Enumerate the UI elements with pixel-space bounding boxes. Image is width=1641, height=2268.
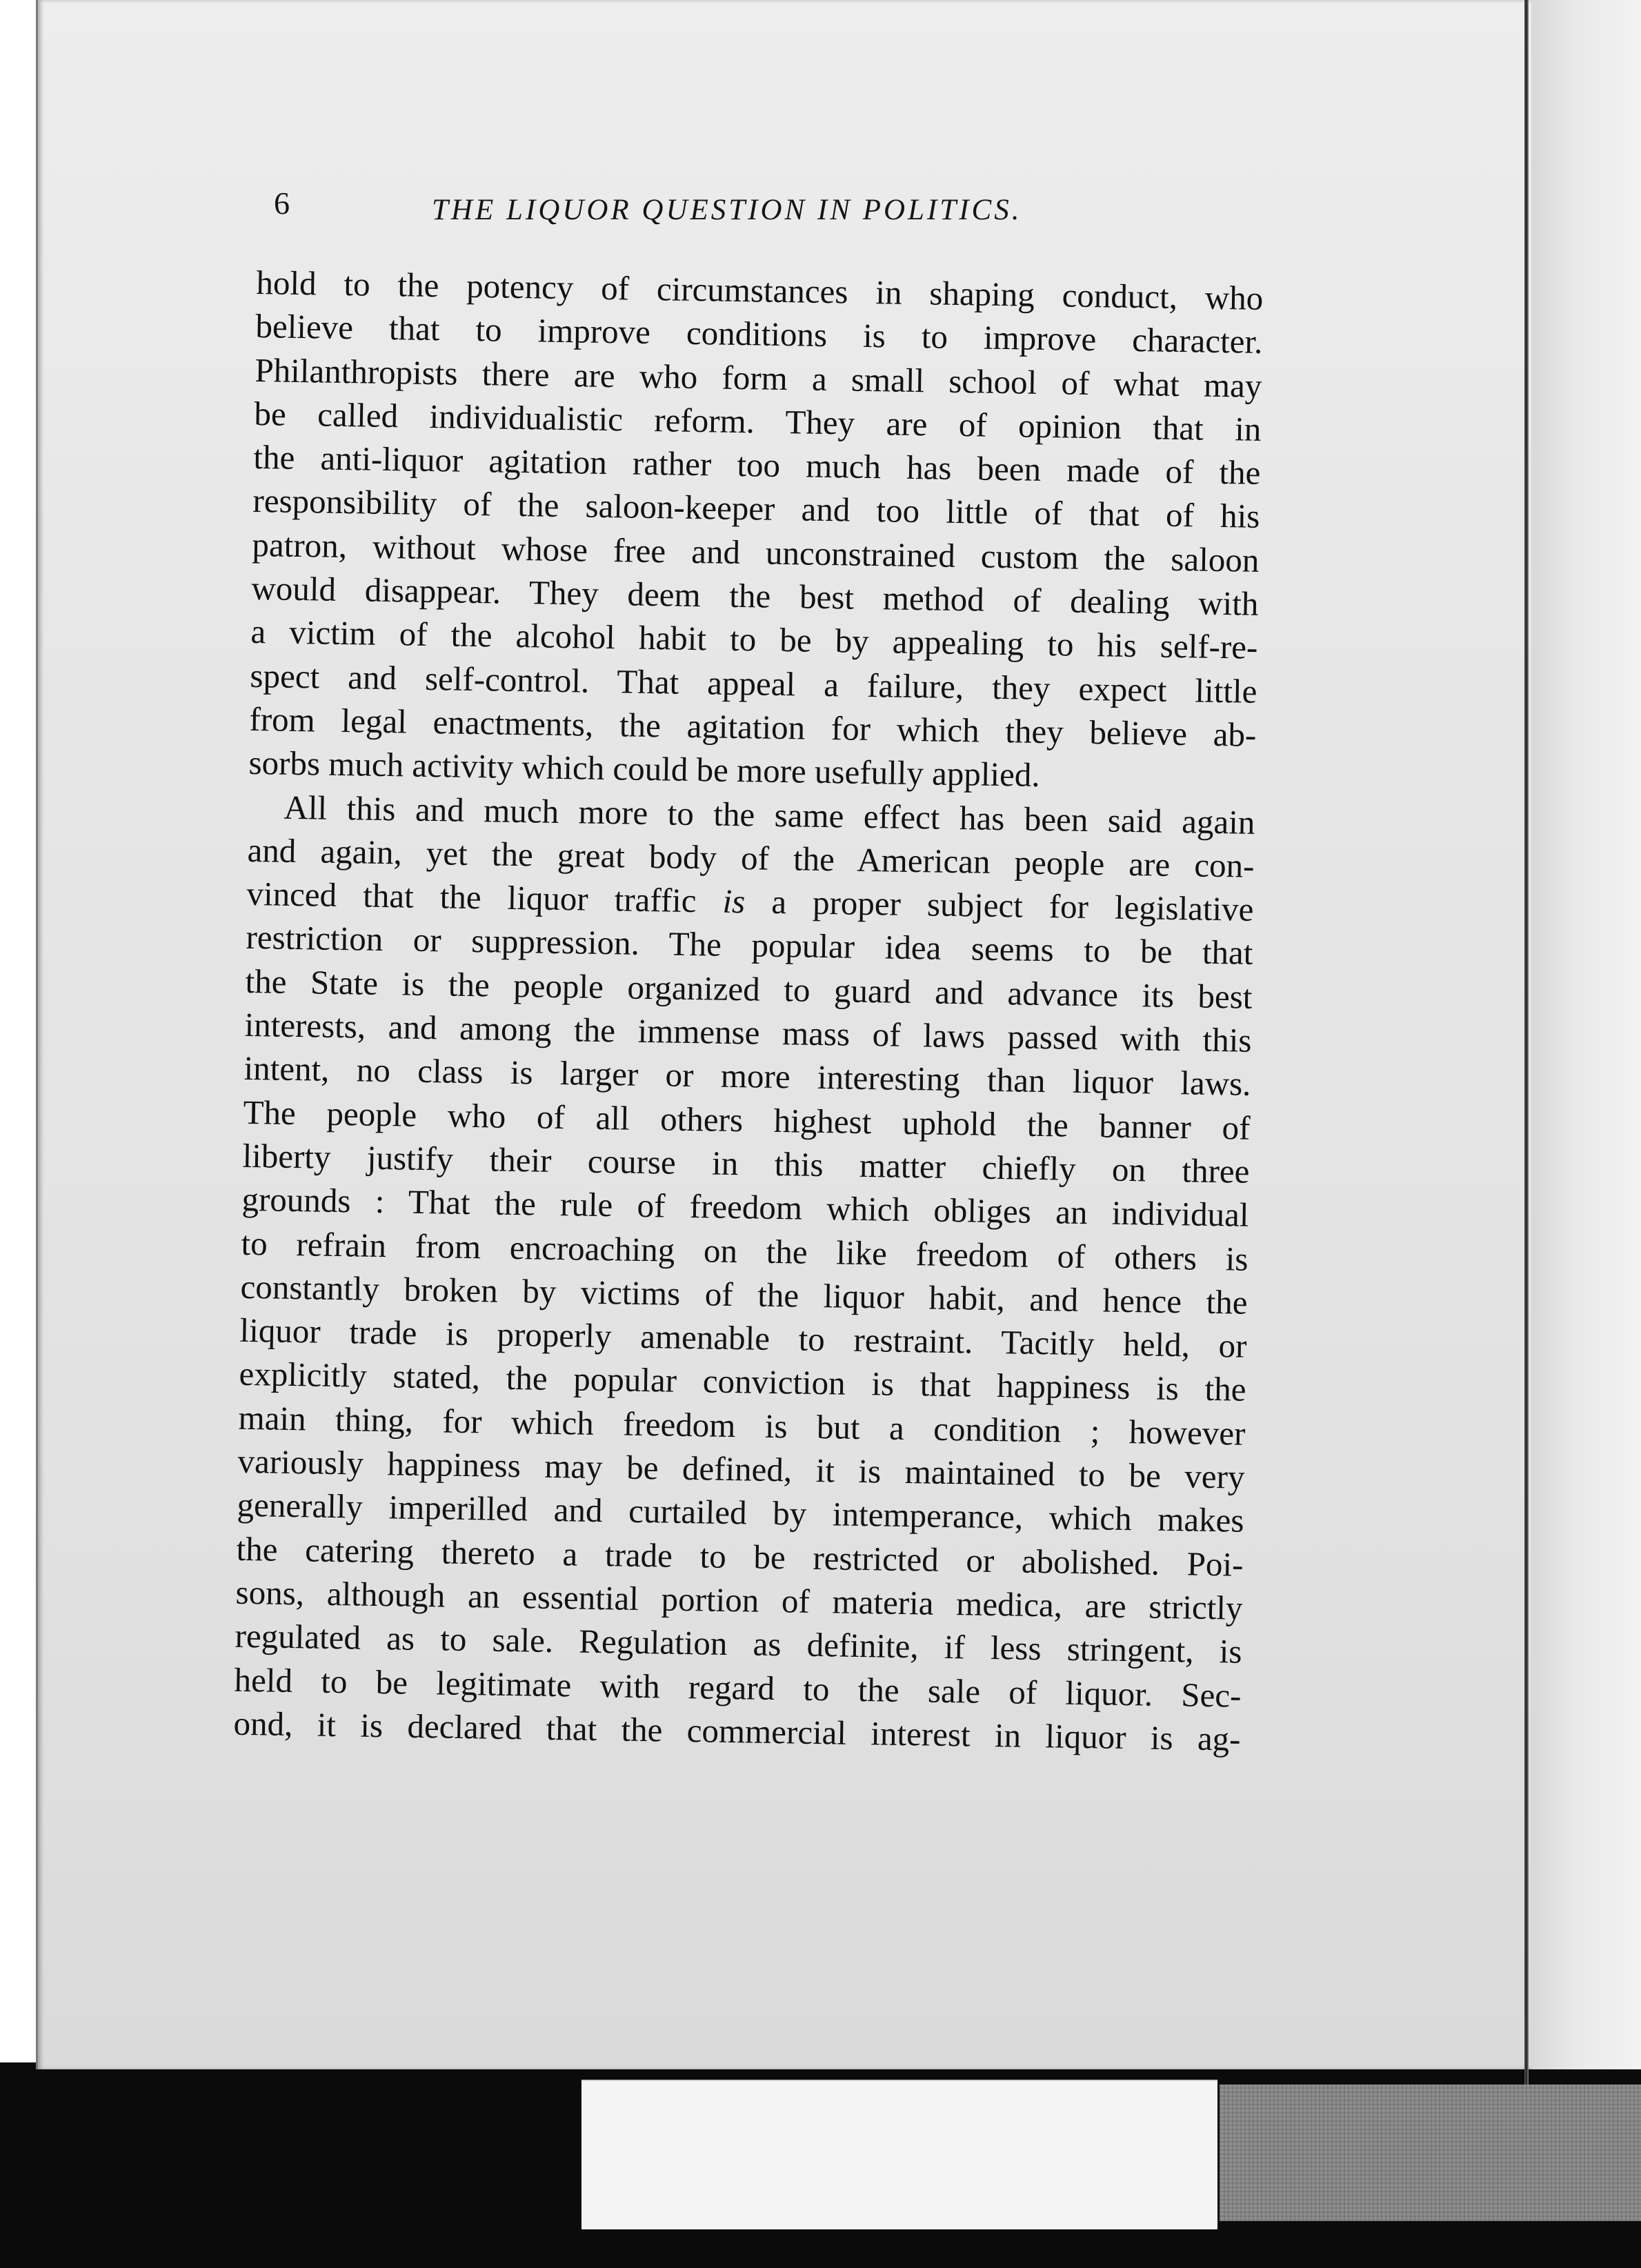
text-line: from legal enactments, the agitation for which they believe ab- xyxy=(249,699,1257,754)
text-line: grounds : That the rule of freedom which obliges an individual xyxy=(241,1180,1249,1234)
text-line: patron, without whose free and unconstrained custom the saloon xyxy=(252,525,1260,579)
scan-bottom-card xyxy=(581,2080,1217,2229)
text-line: Philanthropists there are who form a small school of what may xyxy=(255,350,1262,405)
text-line: the catering thereto a trade to be restricted or abolished. Poi- xyxy=(236,1529,1244,1584)
text-line: a victim of the alcohol habit to be by appealing to his self-re- xyxy=(250,613,1258,667)
book-gutter xyxy=(1524,0,1529,2090)
text-line: and again, yet the great body of the American people are con- xyxy=(247,830,1255,885)
text-line: the State is the people organized to guard and advance its best xyxy=(245,962,1253,1016)
text-line: explicitly stated, the popular conviction is that happiness is the xyxy=(239,1355,1246,1409)
text-line: held to be legitimate with regard to the sale of liquor. Sec- xyxy=(234,1660,1242,1715)
text-line: sons, although an essential portion of materia medica, are strictly xyxy=(235,1573,1243,1627)
text-line: believe that to improve conditions is to improve character. xyxy=(255,307,1263,361)
text-line: generally imperilled and curtailed by intemperance, which makes xyxy=(237,1486,1244,1540)
text-line: regulated as to sale. Regulation as definite, if less stringent, is xyxy=(235,1616,1242,1671)
body-text xyxy=(233,261,1264,1761)
text-line: interests, and among the immense mass of laws passed with this xyxy=(244,1005,1252,1060)
text-line: The people who of all others highest uphold the banner of xyxy=(243,1093,1251,1147)
text-line: to refrain from encroaching on the like freedom of others is xyxy=(241,1224,1249,1278)
text-line: responsibility of the saloon-keeper and too little of that of his xyxy=(252,481,1260,536)
text-segment: a proper subject for legislative xyxy=(770,882,1254,928)
text-line: sorbs much activity which could be more usefully applied. xyxy=(248,744,1041,795)
running-head: THE LIQUOR QUESTION IN POLITICS. xyxy=(432,194,1022,226)
text-line: spect and self-control. That appeal a failure, they expect little xyxy=(250,656,1257,710)
text-line: ond, it is declared that the commercial interest in liquor is ag- xyxy=(233,1704,1241,1758)
text-line: would disappear. They deem the best method of dealing with xyxy=(251,569,1259,623)
text-line: constantly broken by victims of the liquor habit, and hence the xyxy=(240,1267,1248,1322)
text-line: intent, no class is larger or more interesting than liquor laws. xyxy=(243,1049,1251,1104)
text-line: liquor trade is properly amenable to restraint. Tacitly held, or xyxy=(239,1311,1247,1365)
text-line: restriction or suppression. The popular idea seems to be that xyxy=(246,918,1253,973)
text-segment: vinced that the liquor traffic xyxy=(246,875,697,920)
text-line: the anti-liquor agitation rather too much has been made of the xyxy=(253,438,1261,493)
text-line: main thing, for which freedom is but a condition ; however xyxy=(238,1398,1246,1453)
book-cover-cloth xyxy=(1220,2085,1641,2221)
facing-page-edge xyxy=(1531,0,1641,2069)
page-number: 6 xyxy=(274,186,290,221)
text-line: liberty justify their course in this matter chiefly on three xyxy=(242,1136,1250,1191)
text-line: All this and much more to the same effect has been said again xyxy=(284,788,1255,842)
text-line: be called individualistic reform. They are of opinion that in xyxy=(254,394,1262,448)
text-line: variously happiness may be defined, it is maintained to be very xyxy=(237,1442,1245,1496)
italic-emphasis: is xyxy=(722,882,746,921)
text-line: hold to the potency of circumstances in shaping conduct, who xyxy=(256,263,1264,317)
